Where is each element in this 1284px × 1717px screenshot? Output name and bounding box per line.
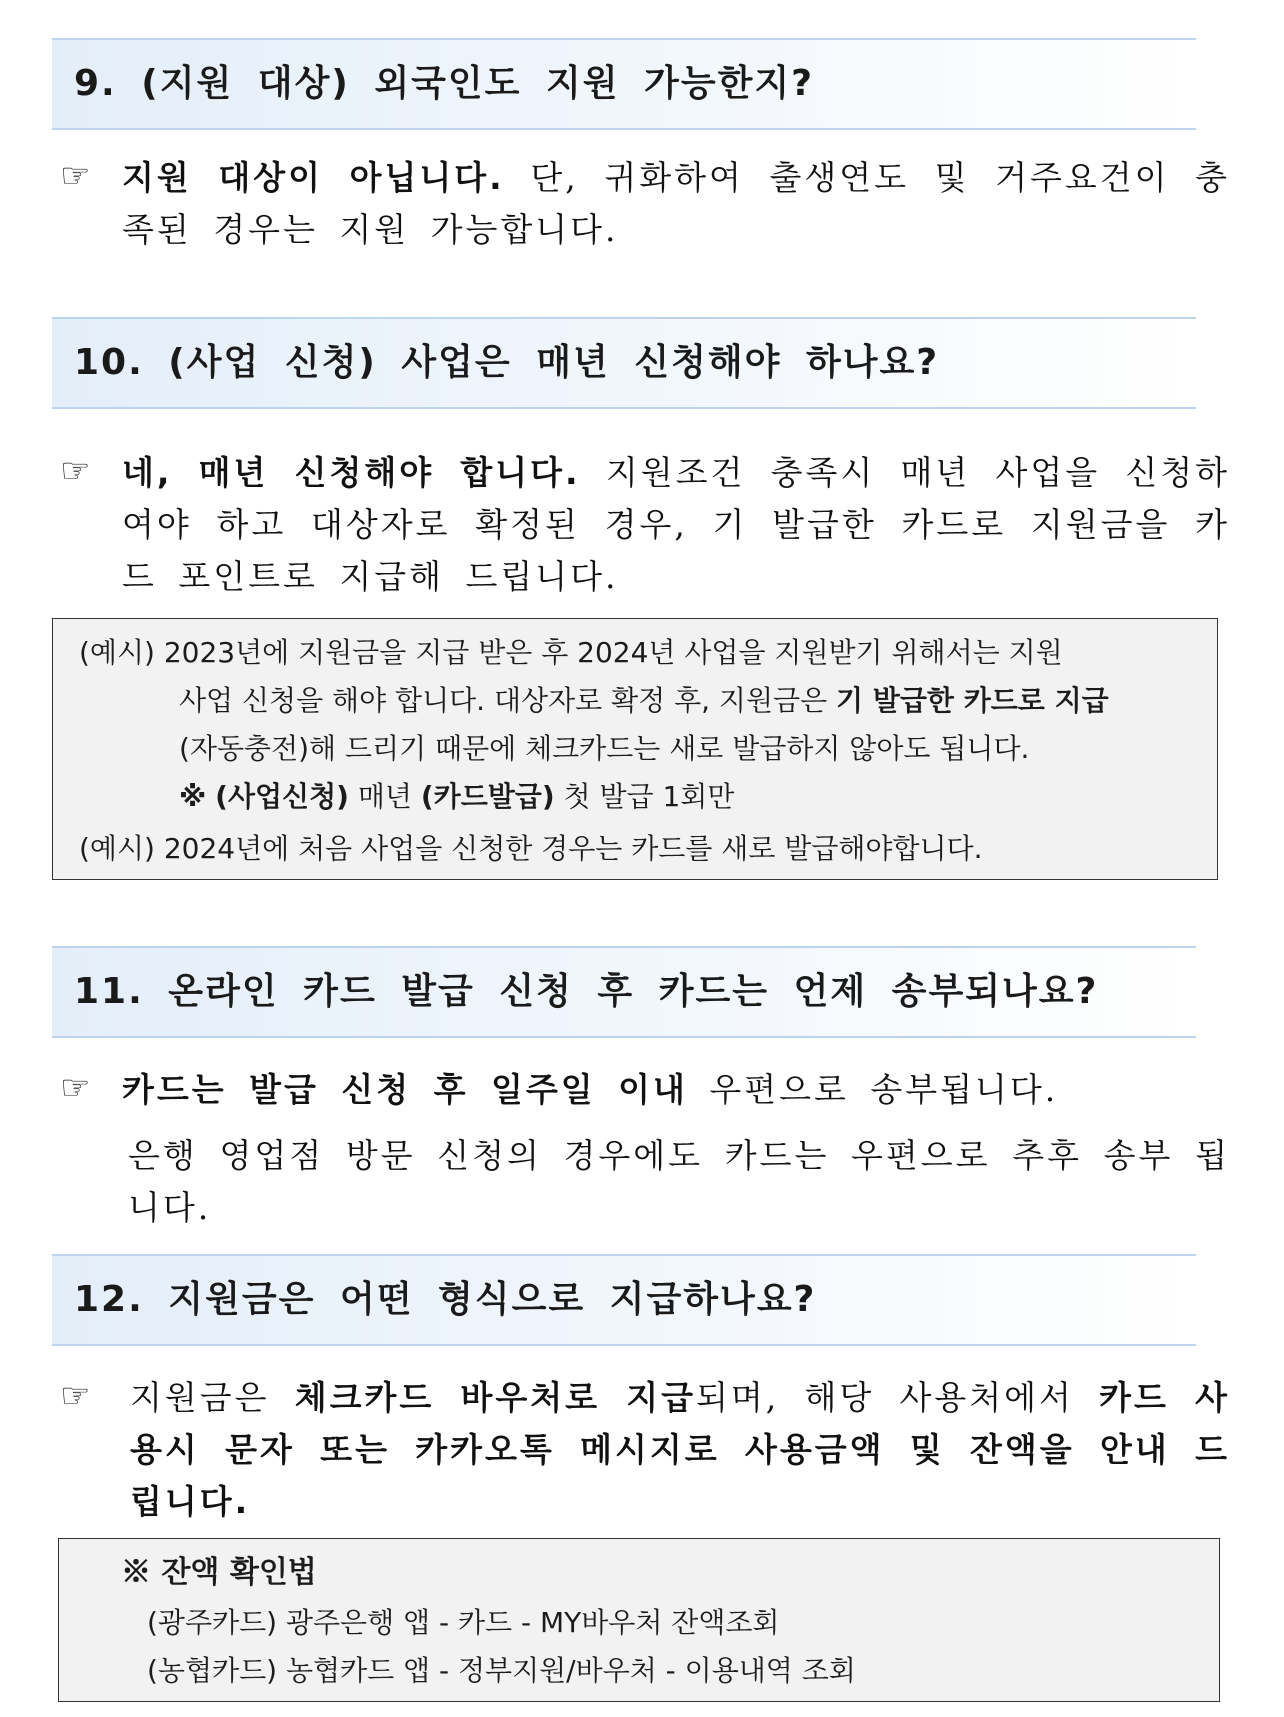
question-10-title: 10. (사업 신청) 사업은 매년 신청해야 하나요? <box>74 342 940 383</box>
example-2-line: (예시) 2024년에 처음 사업을 신청한 경우는 카드를 새로 발급해야합니다. <box>79 832 983 865</box>
question-12-header <box>52 1254 1196 1346</box>
answer-12-text: 지원금은 체크카드 바우처로 지급되며, 해당 사용처에서 카드 사용시 문자 또는 카카오톡 메시지로 사용금액 및 잔액을 안내 드립니다. <box>130 1378 1230 1521</box>
balance-check-title: ※ 잔액 확인법 <box>121 1555 317 1590</box>
pointing-hand-icon: ☞ <box>60 156 91 196</box>
pointing-hand-icon: ☞ <box>60 1376 91 1416</box>
balance-check-gwangju: (광주카드) 광주은행 앱 - 카드 - MY바우처 잔액조회 <box>147 1606 780 1639</box>
balance-check-nonghyup: (농협카드) 농협카드 앱 - 정부지원/바우처 - 이용내역 조회 <box>147 1654 856 1687</box>
answer-10-text: 네, 매년 신청해야 합니다. 지원조건 충족시 매년 사업을 신청하여야 하고 대상자로 확정된 경우, 기 발급한 카드로 지원금을 카드 포인트로 지급해 드립니다. <box>122 453 1230 596</box>
example-1-line-2: 사업 신청을 해야 합니다. 대상자로 확정 후, 지원금은 기 발급한 카드로 지급 <box>179 684 1109 717</box>
question-9-header <box>52 38 1196 130</box>
example-box <box>52 618 1218 880</box>
answer-9-text: 지원 대상이 아닙니다. 단, 귀화하여 출생연도 및 거주요건이 충족된 경우는 지원 가능합니다. <box>122 158 1230 249</box>
answer-10 <box>60 447 1230 603</box>
question-9-title: 9. (지원 대상) 외국인도 지원 가능한지? <box>74 63 815 104</box>
question-10-header <box>52 317 1196 409</box>
example-1-line-1: (예시) 2023년에 지원금을 지급 받은 후 2024년 사업을 지원받기 위해서는 지원 <box>79 636 1063 669</box>
example-note: ※ (사업신청) 매년 (카드발급) 첫 발급 1회만 <box>179 780 735 813</box>
answer-11-text: 카드는 발급 신청 후 일주일 이내 우편으로 송부됩니다. <box>122 1070 1059 1109</box>
pointing-hand-icon: ☞ <box>60 1068 91 1108</box>
answer-12 <box>60 1372 1230 1528</box>
balance-check-box <box>58 1538 1220 1702</box>
answer-11-line-2: 은행 영업점 방문 신청의 경우에도 카드는 우편으로 추후 송부 됩니다. <box>128 1136 1230 1227</box>
question-11-header <box>52 946 1196 1038</box>
pointing-hand-icon: ☞ <box>60 451 91 491</box>
question-12-title: 12. 지원금은 어떤 형식으로 지급하나요? <box>74 1279 817 1320</box>
example-1-line-3: (자동충전)해 드리기 때문에 체크카드는 새로 발급하지 않아도 됩니다. <box>179 732 1030 765</box>
question-11-title: 11. 온라인 카드 발급 신청 후 카드는 언제 송부되나요? <box>74 971 1099 1012</box>
answer-11 <box>60 1064 1230 1234</box>
answer-9 <box>60 152 1230 256</box>
